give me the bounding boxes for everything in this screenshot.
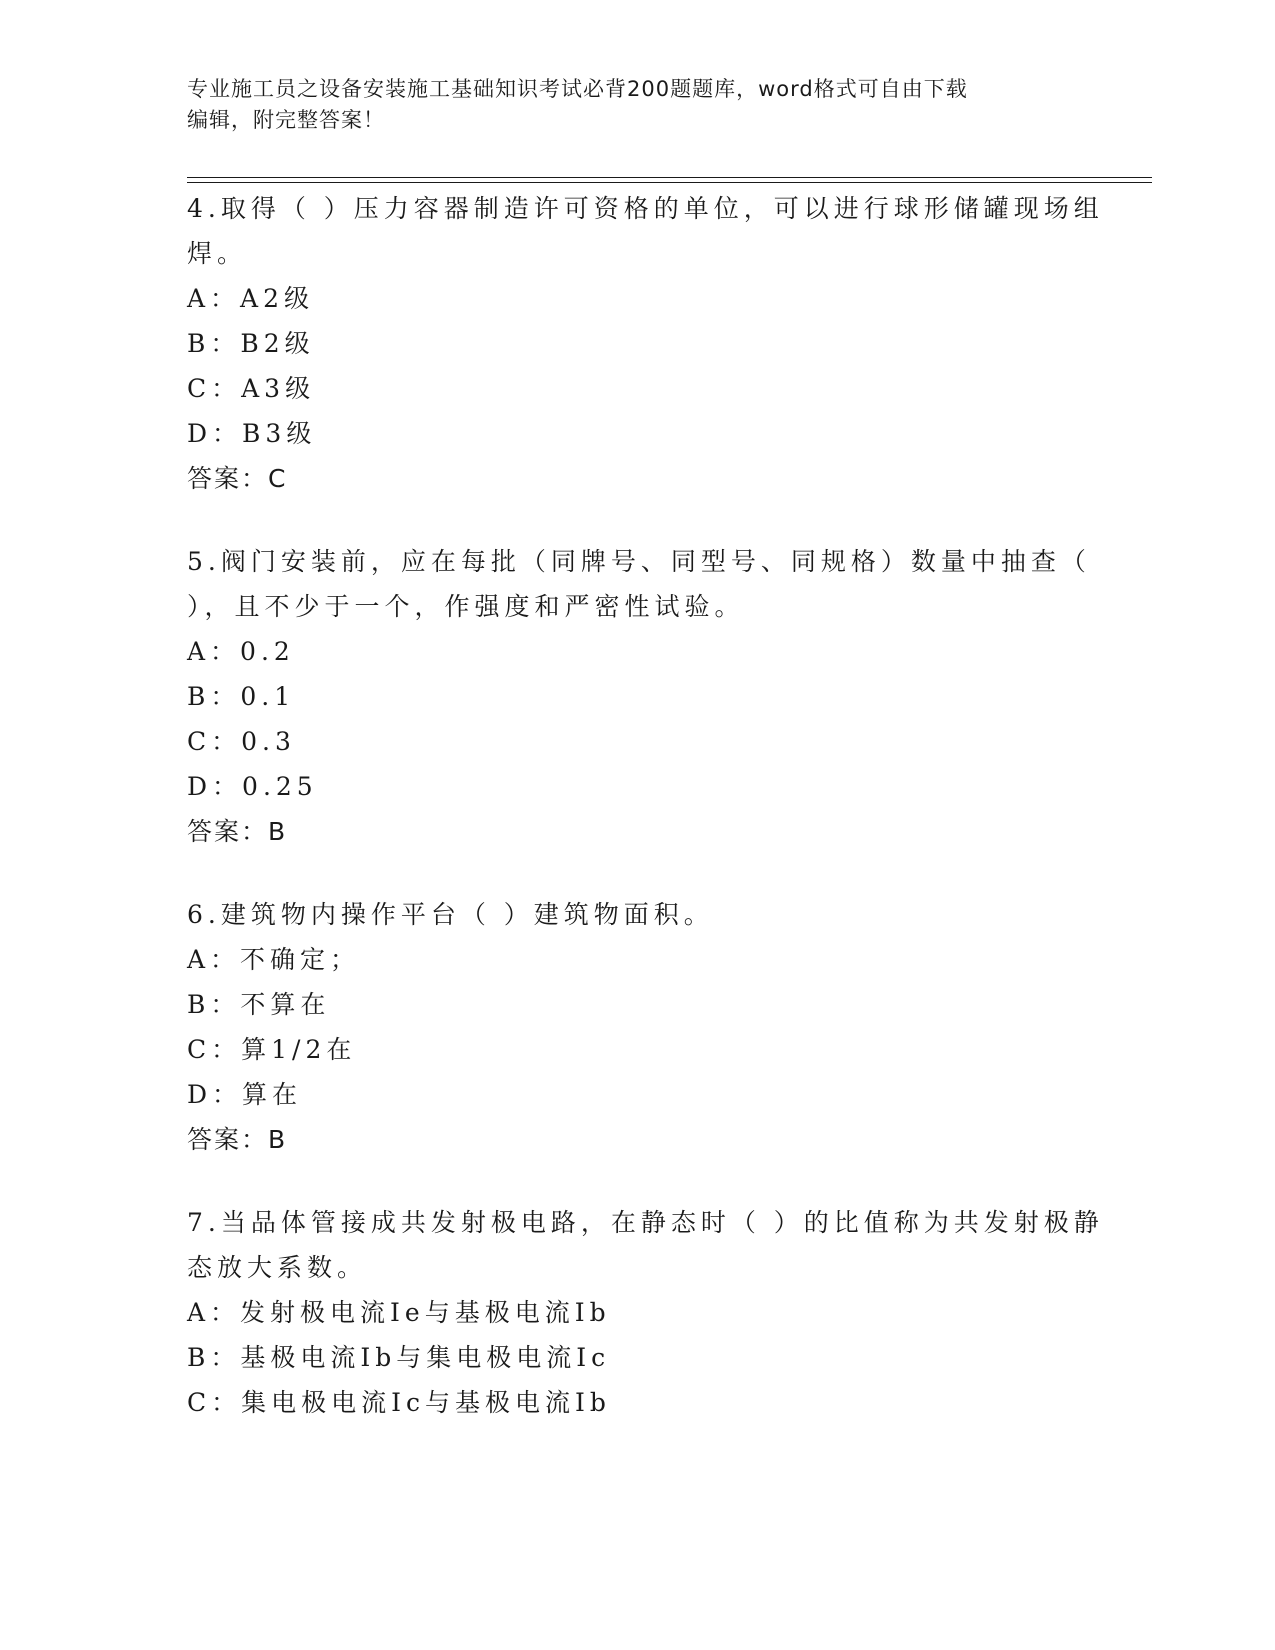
question-5 xyxy=(187,539,1107,854)
header-title-line-1: 专业施工员之设备安装施工基础知识考试必背200题题库，word格式可自由下载 xyxy=(187,77,968,101)
option-a: A：A2级 xyxy=(187,284,315,313)
question-stem-line-1: 6.建筑物内操作平台（ ）建筑物面积。 xyxy=(187,900,714,929)
option-c: C：集电极电流Ic与基极电流Ib xyxy=(187,1388,611,1417)
question-stem xyxy=(187,892,1107,937)
question-stem xyxy=(187,539,1107,629)
question-stem xyxy=(187,186,1107,276)
answer-value: B xyxy=(268,817,288,846)
option-d: D：0.25 xyxy=(187,772,318,801)
question-stem-line-2: ），且不少于一个，作强度和严密性试验。 xyxy=(187,592,745,621)
answer-line xyxy=(187,809,1107,854)
option-a: A：发射极电流Ie与基极电流Ib xyxy=(187,1298,611,1327)
question-stem-line-2: 态放大系数。 xyxy=(187,1253,368,1282)
option-b: B：0.1 xyxy=(187,682,296,711)
document-header xyxy=(187,74,1087,136)
option-c: C：0.3 xyxy=(187,727,296,756)
question-stem-line-1: 5.阀门安装前，应在每批（同牌号、同型号、同规格）数量中抽查（ xyxy=(187,547,1091,576)
answer-line xyxy=(187,456,1107,501)
option-d: D：B3级 xyxy=(187,419,317,448)
option-c: C：A3级 xyxy=(187,374,316,403)
answer-label: 答案： xyxy=(187,817,269,846)
option-a: A：0.2 xyxy=(187,637,295,666)
question-stem-line-1: 7.当品体管接成共发射极电路，在静态时（ ）的比值称为共发射极静 xyxy=(187,1208,1104,1237)
answer-label: 答案： xyxy=(187,464,269,493)
option-d: D：算在 xyxy=(187,1080,303,1109)
question-list xyxy=(187,186,1107,1463)
option-c: C：算1/2在 xyxy=(187,1035,357,1064)
option-a: A：不确定； xyxy=(187,945,361,974)
question-7 xyxy=(187,1200,1107,1425)
header-title-line-2: 编辑，附完整答案！ xyxy=(187,108,385,132)
answer-value: C xyxy=(268,464,288,493)
header-divider-bottom xyxy=(187,182,1152,183)
answer-label: 答案： xyxy=(187,1125,269,1154)
question-stem-line-2: 焊。 xyxy=(187,239,248,268)
answer-line xyxy=(187,1117,1107,1162)
question-6 xyxy=(187,892,1107,1162)
question-4 xyxy=(187,186,1107,501)
option-b: B：不算在 xyxy=(187,990,331,1019)
question-stem-line-1: 4.取得（ ）压力容器制造许可资格的单位，可以进行球形储罐现场组 xyxy=(187,194,1104,223)
header-divider-top xyxy=(187,177,1152,178)
answer-value: B xyxy=(268,1125,288,1154)
question-stem xyxy=(187,1200,1107,1290)
option-b: B：B2级 xyxy=(187,329,315,358)
option-b: B：基极电流Ib与集电极电流Ic xyxy=(187,1343,611,1372)
